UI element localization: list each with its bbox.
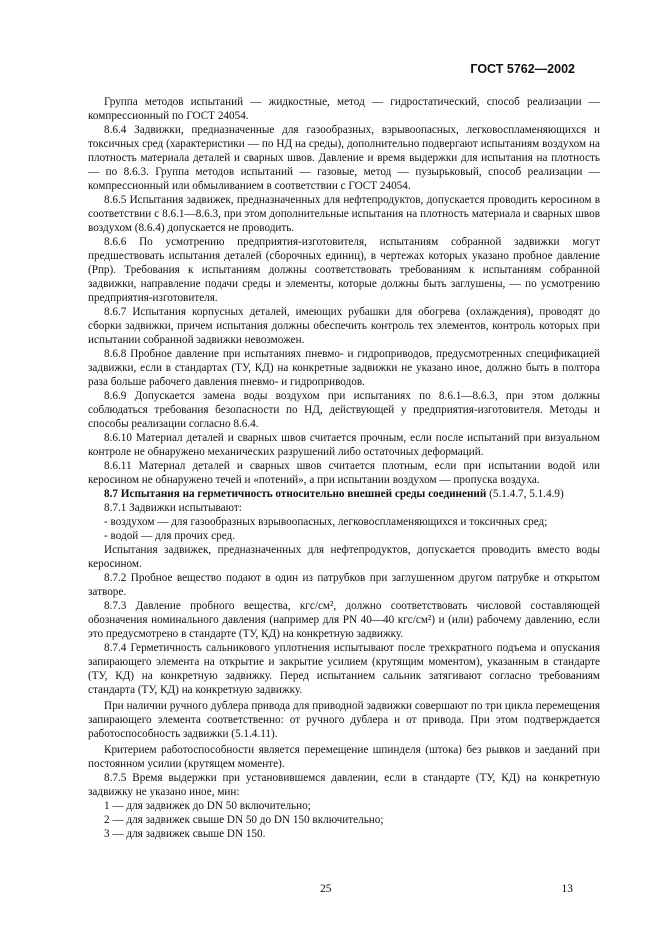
list-item: 2 — для задвижек свыше DN 50 до DN 150 включительно;: [104, 814, 384, 826]
paragraph: При наличии ручного дублера привода для приводной задвижки совершают по три цикла перемещения запирающего элемента соответственно: от ручного дублера и от привода. При этом подтверждается работоспособность задвижки (5.1.4.11).: [88, 700, 600, 740]
paragraph: Группа методов испытаний — жидкостные, метод — гидростатический, способ реализации — компрессионный по ГОСТ 24054.: [88, 96, 600, 122]
list-item: 1 — для задвижек до DN 50 включительно;: [104, 800, 311, 812]
paragraph: 8.7.1 Задвижки испытывают:: [104, 502, 242, 514]
paragraph: 8.7.4 Герметичность сальникового уплотнения испытывают после трехкратного подъема и опускания запирающего элемента на открытие и закрытие усилием (крутящим моментом), указанным в стандарте (ТУ, КД) на конкретную задвижку. Перед испытанием сальник затягивают согласно требованиям стандарта (ТУ, КД) на конкретную задвижку.: [88, 642, 600, 696]
paragraph: Испытания задвижек, предназначенных для нефтепродуктов, допускается проводить вместо воды керосином.: [88, 544, 600, 570]
document-header: ГОСТ 5762—2002: [470, 62, 575, 76]
list-item: - водой — для прочих сред.: [104, 530, 236, 542]
list-item: - воздухом — для газообразных взрывоопасных, легковоспламеняющихся и токсичных сред;: [104, 516, 548, 528]
paragraph: 8.6.8 Пробное давление при испытаниях пневмо- и гидроприводов, предусмотренных спецификацией задвижки, если в стандартах (ТУ, КД) на конкретные задвижки не указано иное, должно быть в полтора раза больше рабочего давления пневмо- и гидроприводов.: [88, 348, 600, 388]
paragraph: 8.7.3 Давление пробного вещества, кгс/см², должно соответствовать числовой составляющей обозначения номинального давления (например для PN 40—40 кгс/см²) и (или) рабочему давлению, если это предусмотрено в стандарте (ТУ, КД) на конкретную задвижку.: [88, 600, 600, 640]
paragraph: Критерием работоспособности является перемещение шпинделя (штока) без рывков и заеданий при постоянном усилии (крутящем моменте).: [88, 744, 600, 770]
paragraph: 8.6.11 Материал деталей и сварных швов считается плотным, если при испытании водой или керосином не обнаружено течей и «потений», а при испытании воздухом — пропуска воздуха.: [88, 460, 600, 486]
paragraph: 8.6.7 Испытания корпусных деталей, имеющих рубашки для обогрева (охлаждения), проводят до сборки задвижки, причем испытания должны обеспечить контроль тех элементов, контроль которых при испытании собранной задвижки невозможен.: [88, 306, 600, 346]
section-heading-refs: (5.1.4.7, 5.1.4.9): [486, 488, 564, 500]
paragraph: 8.6.10 Материал деталей и сварных швов считается прочным, если после испытаний при визуальном контроле не обнаружено механических разрушений либо остаточных деформаций.: [88, 432, 600, 458]
section-heading-title: 8.7 Испытания на герметичность относительно внешней среды соединений: [104, 488, 487, 500]
paragraph: 8.6.6 По усмотрению предприятия-изготовителя, испытаниям собранной задвижки могут предшествовать испытания деталей (сборочных единиц), в чертежах которых указано пробное давление (Pпр). Требования к испытаниям должны соответствовать требованиям к испытаниям собранной задвижки, направление подачи среды и элементы, которые должны быть заглушены, — по усмотрению предприятия-изготовителя.: [88, 236, 600, 304]
paragraph: 8.7.5 Время выдержки при установившемся давлении, если в стандарте (ТУ, КД) на конкретную задвижку не указано иное, мин:: [88, 772, 600, 798]
section-heading: [88, 487, 600, 501]
paragraph: 8.6.4 Задвижки, предназначенные для газообразных, взрывоопасных, легковоспламеняющихся и токсичных сред (характеристики — по НД на среды), дополнительно подвергают испытаниям воздухом на плотность материала деталей и сварных швов. Давление и время выдержки для испытания на плотность — по 8.6.3. Группа методов испытаний — газовые, метод — пузырьковый, способ реализации — компрессионный или обмыливанием в соответствии с ГОСТ 24054.: [88, 124, 600, 192]
list-item: 3 — для задвижек свыше DN 150.: [104, 828, 266, 840]
paragraph: 8.7.2 Пробное вещество подают в один из патрубков при заглушенном другом патрубке и открытом затворе.: [88, 572, 600, 598]
page-number-center: 25: [320, 883, 332, 895]
paragraph: 8.6.9 Допускается замена воды воздухом при испытаниях по 8.6.1—8.6.3, при этом должны соблюдаться требования безопасности по НД, действующей у предприятия-изготовителя. Методы и способы реализации согласно 8.6.4.: [88, 390, 600, 430]
page-number-right: 13: [561, 883, 573, 895]
document-body: [88, 95, 600, 841]
paragraph: 8.6.5 Испытания задвижек, предназначенных для нефтепродуктов, допускается проводить керосином в соответствии с 8.6.1—8.6.3, при этом дополнительные испытания на плотность материала и сварных швов воздухом (8.6.4) допускается не проводить.: [88, 194, 600, 234]
